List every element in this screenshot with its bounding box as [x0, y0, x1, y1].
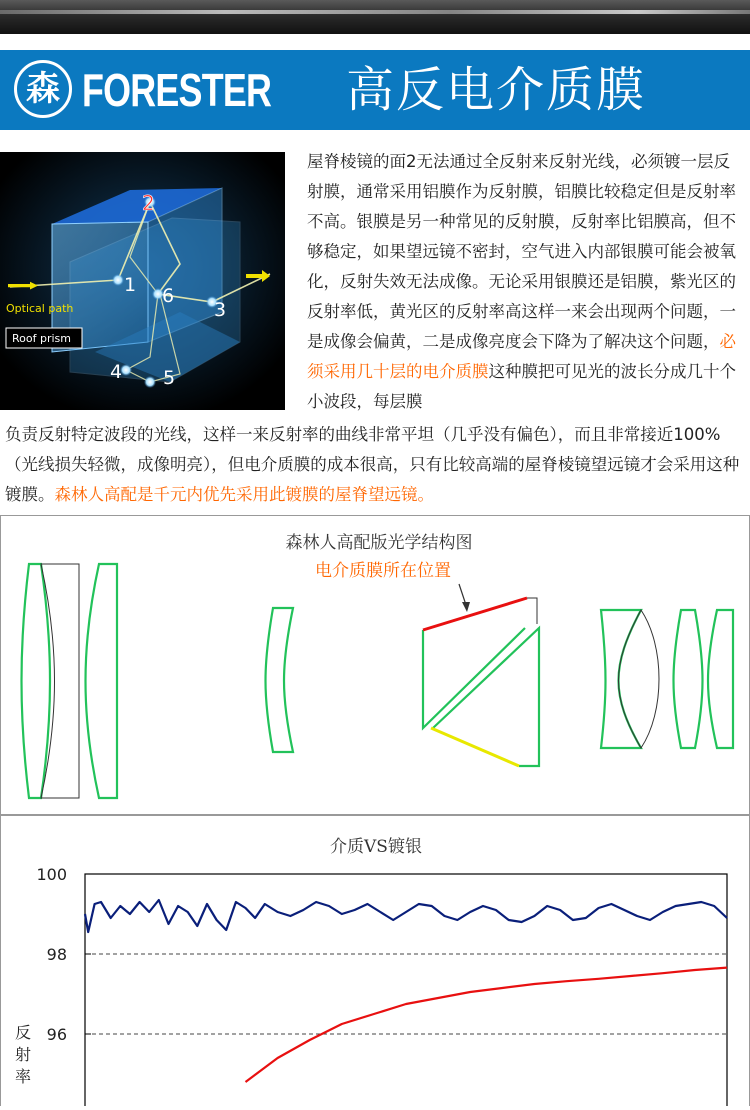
eyepiece-lens-4 — [708, 610, 733, 748]
y-tick-label: 96 — [46, 1025, 67, 1044]
y-tick-label: 100 — [36, 865, 67, 884]
top-photo-strip — [0, 0, 750, 34]
y-axis-label-char: 率 — [14, 1067, 32, 1086]
prism-label-4: 4 — [110, 361, 123, 383]
objective-lens-1 — [22, 564, 51, 798]
prism-label-3: 3 — [214, 299, 227, 321]
prism-label-2: 2 — [142, 191, 155, 215]
article-highlight-2: 森林人高配是千元内优先采用此镀膜的屋脊望远镜。 — [54, 485, 434, 504]
prism-label-5: 5 — [163, 367, 176, 389]
focus-lens — [266, 608, 294, 752]
brand-logo: 森 — [14, 60, 72, 118]
article-paragraph-1: 屋脊棱镜的面2无法通过全反射来反射光线，必须镀一层反射膜，通常采用铝膜作为反射膜，铝膜比较稳定但是反射率不高。银膜是另一种常见的反射膜，反射率比铝膜高，但不够稳定，如果望远镜不密封，空气进入内部银膜可能会被氧化，反射失效无法成像。无论采用银膜还是铝膜，紫光区的反射率低，黄光区的反射率高这样一来会出现两个问题，一是成像会偏黄，二是成像亮度会下降为了解决这个问题，必须采用几十层的电介质膜这种膜把可见光的波长分成几十个小波段，每层膜 — [307, 152, 736, 411]
prism-a — [423, 628, 525, 728]
y-axis-label-char: 射 — [14, 1045, 32, 1064]
eyepiece-lens-3 — [674, 610, 703, 748]
prism-b — [433, 628, 539, 766]
callout-arrow-icon — [462, 602, 470, 612]
y-axis-label — [15, 1023, 31, 1086]
optical-path-label: Optical path — [6, 302, 74, 315]
roof-prism-label: Roof prism — [12, 332, 71, 345]
series-line-2 — [246, 968, 728, 1082]
y-tick-label: 98 — [46, 945, 67, 964]
prism-label-1: 1 — [124, 274, 137, 296]
reflectance-chart — [0, 815, 750, 1106]
brand-name: FORESTER — [82, 64, 272, 116]
article-paragraph-2: 负责反射特定波段的光线，这样一来反射率的曲线非常平坦（几乎没有偏色），而且非常接近100%（光线损失轻微，成像明亮），但电介质膜的成本很高，只有比较高端的屋脊棱镜望远镜才会采用这种镀膜。森林人高配是千元内优先采用此镀膜的屋脊望远镜。 — [5, 425, 740, 504]
objective-lens-3 — [86, 564, 118, 798]
chart-title: 介质VS镀银 — [330, 837, 422, 857]
prism-edge — [527, 598, 537, 624]
objective-lens-2 — [41, 564, 79, 798]
coating-callout: 电介质膜所在位置 — [315, 561, 451, 581]
series-line-1 — [85, 900, 727, 932]
prism-label-6: 6 — [162, 285, 175, 307]
article-highlight-1: 必须采用几十层的电介质膜 — [307, 332, 736, 381]
page-title: 高反电介质膜 — [346, 62, 647, 118]
dielectric-coating-face — [423, 598, 527, 630]
y-axis-label-char: 反 — [14, 1023, 32, 1042]
roof-prism-svg — [0, 152, 285, 410]
eyepiece-lens-1 — [601, 610, 641, 748]
optics-title: 森林人高配版光学结构图 — [285, 533, 473, 553]
roof-prism-illustration — [0, 152, 285, 410]
prism-yellow-face — [431, 728, 519, 766]
optical-structure-diagram — [0, 515, 750, 815]
eyepiece-lens-2 — [619, 610, 660, 748]
